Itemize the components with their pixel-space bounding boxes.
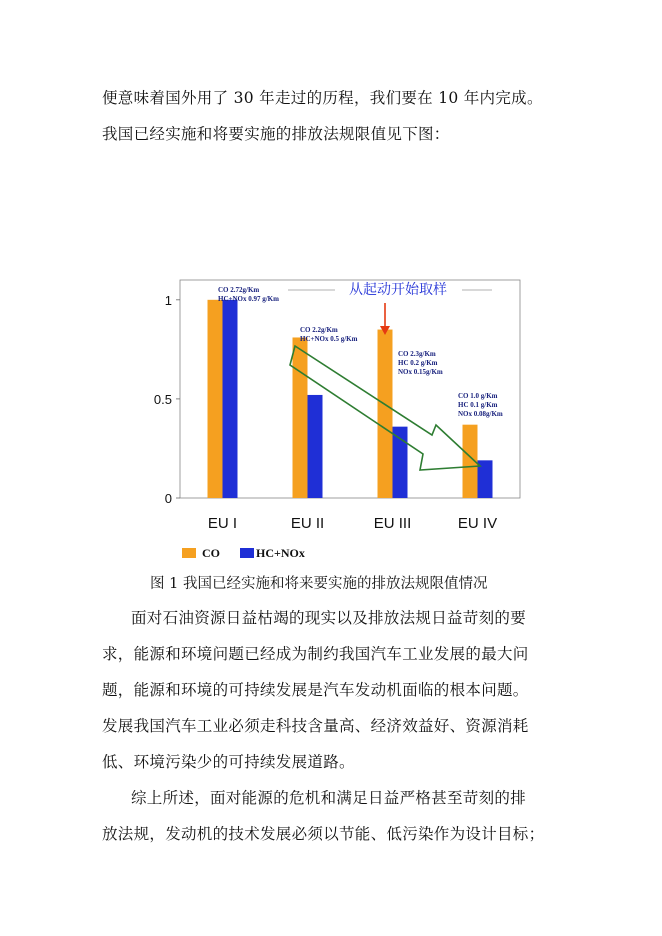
bar-annotation: HC 0.2 g/Km <box>398 359 438 367</box>
legend-swatch-co <box>182 548 196 558</box>
figure-caption: 图 1 我国已经实施和将来要实施的排放法规限值情况 <box>150 576 488 592</box>
paragraph-1-line-2: 求，能源和环境问题已经成为制约我国汽车工业发展的最大问 <box>102 645 529 663</box>
paragraph-1-line-5: 低、环境污染少的可持续发展道路。 <box>102 753 355 771</box>
intro-line-2: 我国已经实施和将要实施的排放法规限值见下图： <box>102 125 450 143</box>
bar-annotation: HC 0.1 g/Km <box>458 401 498 409</box>
bar-annotation: NOx 0.08g/Km <box>458 410 503 418</box>
legend-swatch-hc-nox <box>240 548 254 558</box>
x-tick-label: EU I <box>207 515 238 532</box>
intro-line-1: 便意味着国外用了 30 年走过的历程，我们要在 10 年内完成。 <box>102 89 543 107</box>
bar-annotation: NOx 0.15g/Km <box>398 368 443 376</box>
bar-co-2 <box>293 337 308 498</box>
paragraph-2-line-1: 综上所述，面对能源的危机和满足日益严格甚至苛刻的排 <box>131 789 527 807</box>
paragraph-2-line-2: 放法规，发动机的技术发展必须以节能、低污染作为设计目标； <box>102 825 545 843</box>
bar-co-3 <box>378 330 393 498</box>
legend-label-co: CO <box>202 546 220 560</box>
x-tick-label: EU II <box>290 515 325 532</box>
bar-annotation: CO 1.0 g/Km <box>458 392 498 400</box>
paragraph-1-line-3: 题，能源和环境的可持续发展是汽车发动机面临的根本问题。 <box>102 681 529 699</box>
x-tick-label: EU III <box>373 515 412 532</box>
bar-annotation: CO 2.2g/Km <box>300 326 338 334</box>
paragraph-1-line-4: 发展我国汽车工业必须走科技含量高、经济效益好、资源消耗 <box>102 717 529 735</box>
y-tick-label: 1 <box>164 292 172 308</box>
bar-annotation: CO 2.72g/Km <box>218 286 260 294</box>
y-tick-label: 0.5 <box>153 391 172 407</box>
callout-label: 从起动开始取样 <box>349 281 447 297</box>
bar-hc-nox-3 <box>393 427 408 498</box>
y-tick-label: 0 <box>164 491 172 506</box>
bar-annotation: HC+NOx 0.5 g/Km <box>300 335 358 343</box>
bar-hc-nox-2 <box>308 395 323 498</box>
bar-hc-nox-1 <box>223 300 238 498</box>
legend-label-hc-nox: HC+NOx <box>256 546 305 560</box>
bar-annotation: CO 2.3g/Km <box>398 350 436 358</box>
paragraph-1-line-1: 面对石油资源日益枯竭的现实以及排放法规日益苛刻的要 <box>131 609 527 627</box>
bar-co-1 <box>208 300 223 498</box>
bar-annotation: HC+NOx 0.97 g/Km <box>218 295 279 303</box>
emission-chart <box>140 270 540 570</box>
x-tick-label: EU IV <box>457 515 498 532</box>
